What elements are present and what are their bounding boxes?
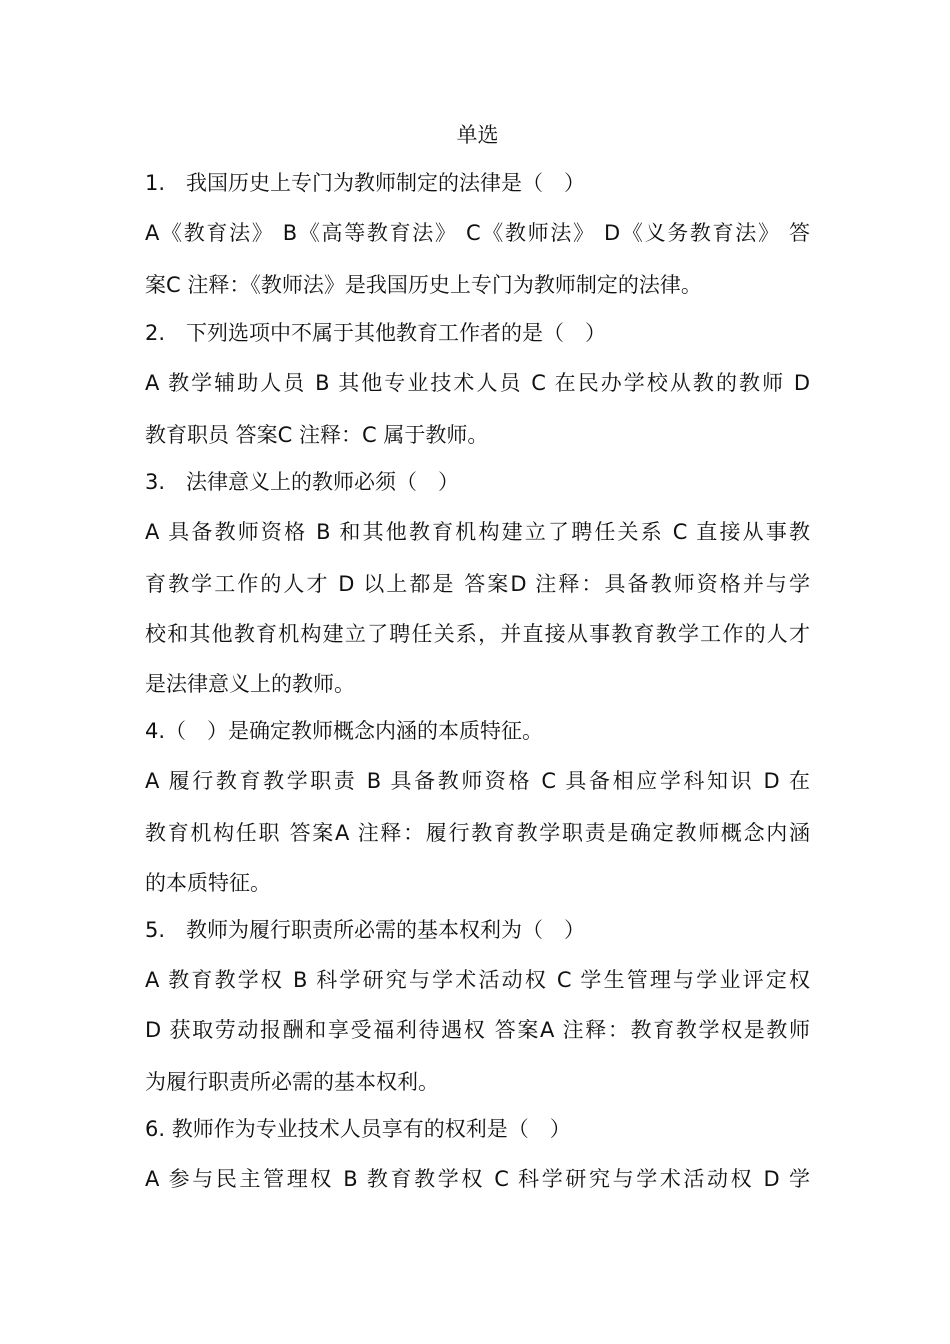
question-3-answer-line-2: 校和其他教育机构建立了聘任关系，并直接从事教育教学工作的人才 xyxy=(145,622,810,646)
question-6-stem: 6. 教师作为专业技术人员享有的权利是（ ） xyxy=(145,1117,571,1141)
question-4-stem: 4.（ ）是确定教师概念内涵的本质特征。 xyxy=(145,719,544,743)
question-4-answer-line-1: 教育机构任职 答案A 注释：履行教育教学职责是确定教师概念内涵 xyxy=(145,821,810,845)
question-1-answer: 案C 注释：《教师法》是我国历史上专门为教师制定的法律。 xyxy=(145,273,702,297)
question-6-options: A 参与民主管理权 B 教育教学权 C 科学研究与学术活动权 D 学 xyxy=(145,1167,810,1191)
question-3-options: A 具备教师资格 B 和其他教育机构建立了聘任关系 C 直接从事教 xyxy=(145,520,810,544)
question-3-answer-line-3: 是法律意义上的教师。 xyxy=(145,672,355,696)
question-1-stem: 1. 我国历史上专门为教师制定的法律是（ ） xyxy=(145,171,586,195)
document-title: 单选 xyxy=(456,123,499,147)
question-3-answer-line-1: 育教学工作的人才 D 以上都是 答案D 注释：具备教师资格并与学 xyxy=(145,572,810,596)
question-2-answer: 教育职员 答案C 注释：C 属于教师。 xyxy=(145,423,489,447)
question-4-answer-line-2: 的本质特征。 xyxy=(145,871,271,895)
question-2-options: A 教学辅助人员 B 其他专业技术人员 C 在民办学校从教的教师 D xyxy=(145,371,810,395)
question-4-options: A 履行教育教学职责 B 具备教师资格 C 具备相应学科知识 D 在 xyxy=(145,769,810,793)
question-5-stem: 5. 教师为履行职责所必需的基本权利为（ ） xyxy=(145,918,586,942)
question-5-answer-line-2: 为履行职责所必需的基本权利。 xyxy=(145,1070,439,1094)
question-5-options: A 教育教学权 B 科学研究与学术活动权 C 学生管理与学业评定权 xyxy=(145,968,810,992)
question-1-options: A《教育法》 B《高等教育法》 C《教师法》 D《义务教育法》 答 xyxy=(145,221,810,245)
question-2-stem: 2. 下列选项中不属于其他教育工作者的是（ ） xyxy=(145,321,607,345)
question-3-stem: 3. 法律意义上的教师必须（ ） xyxy=(145,470,460,494)
question-5-answer-line-1: D 获取劳动报酬和享受福利待遇权 答案A 注释：教育教学权是教师 xyxy=(145,1018,810,1042)
